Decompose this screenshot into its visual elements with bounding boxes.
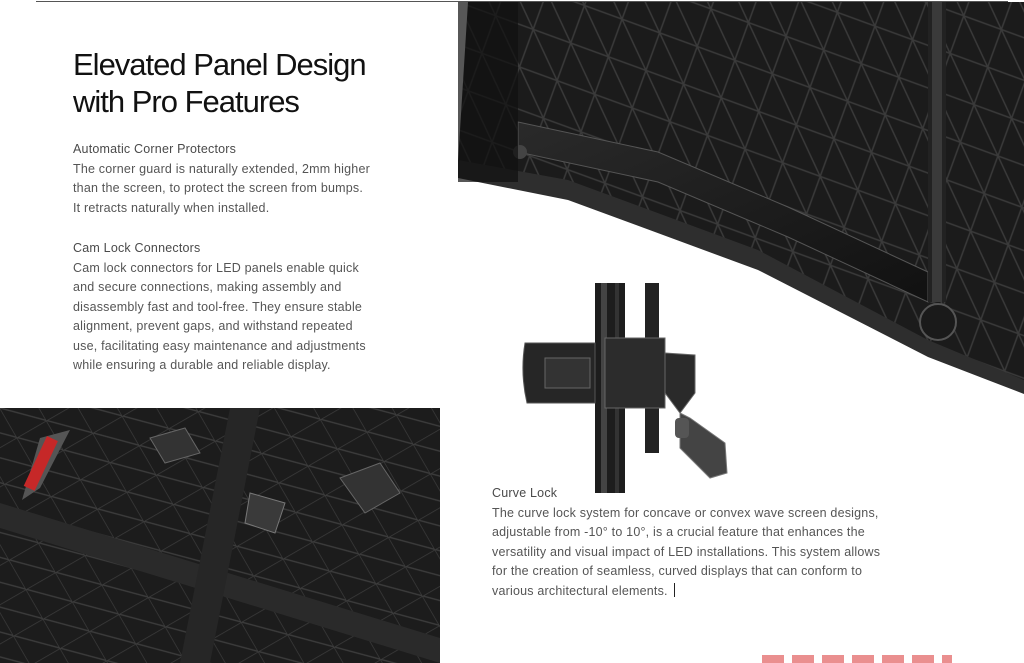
feature-text-line: while ensuring a durable and reliable display. [73,358,331,372]
cam-lock-photo [0,408,440,663]
feature-title: Cam Lock Connectors [73,241,201,255]
feature-text-line: versatility and visual impact of LED installations. This system allows [492,544,881,559]
feature-text-line: disassembly fast and tool-free. They ensure stable [73,299,363,314]
title-line-1: Elevated Panel Design [73,47,366,82]
feature-text-line: Cam lock connectors for LED panels enable quick [73,260,359,275]
feature-text-line: use, facilitating easy maintenance and adjustments [73,338,366,353]
title-line-2: with Pro Features [73,84,299,119]
feature-text-line-last: various architectural elements. [492,582,912,602]
feature-title: Curve Lock [492,486,558,500]
feature-text-line: and secure connections, making assembly and [73,280,342,294]
feature-text-line: It retracts naturally when installed. [73,200,270,215]
feature-text-line: alignment, prevent gaps, and withstand repeated [73,319,353,333]
feature-text-line: for the creation of seamless, curved displays that can conform to [492,564,863,578]
feature-cam-lock [73,239,403,376]
page-title [73,46,366,120]
feature-curve-lock [492,484,912,601]
feature-corner-protectors [73,140,403,218]
feature-text-line: The curve lock system for concave or convex wave screen designs, [492,505,879,520]
text-cursor [674,583,675,597]
next-section-heading-fragment [762,655,962,663]
feature-text-line: adjustable from -10° to 10°, is a crucial feature that enhances the [492,525,865,539]
feature-text-line: The corner guard is naturally extended, 2mm higher [73,161,370,176]
feature-text-line: than the screen, to protect the screen from bumps. [73,181,364,195]
curve-lock-photo [515,283,730,493]
feature-title: Automatic Corner Protectors [73,142,237,156]
